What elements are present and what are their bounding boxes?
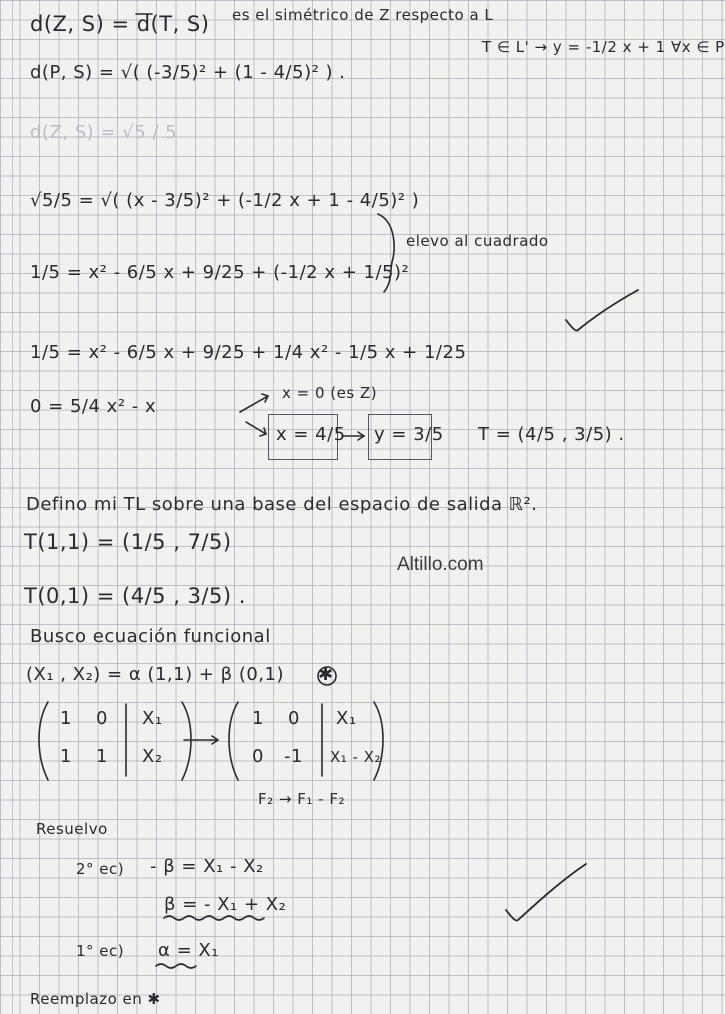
define-tl: Defino mi TL sobre una base del espacio de salida ℝ². <box>26 494 538 515</box>
star-mark: ✱ <box>318 664 334 685</box>
wavy-underline <box>156 964 196 968</box>
reduced-matrix-entry: X₁ - X₂ <box>330 748 382 766</box>
matrix-entry: 1 <box>96 746 108 767</box>
linear-combination: (X₁ , X₂) = α (1,1) + β (0,1) <box>26 664 284 685</box>
check-mark <box>506 864 586 921</box>
distance-z-s: d(Z, S) = √5 / 5 <box>30 122 178 143</box>
resuelvo-heading: Resuelvo <box>36 820 108 838</box>
reduced-matrix-entry: 0 <box>288 708 300 729</box>
y-root: y = 3/5 <box>374 424 444 445</box>
expanded-equation: 1/5 = x² - 6/5 x + 9/25 + 1/4 x² - 1/5 x + 1/25 <box>30 342 467 363</box>
reduced-matrix-entry: 1 <box>252 708 264 729</box>
matrix-entry: 1 <box>60 746 72 767</box>
matrix-bracket <box>229 702 238 780</box>
matrix-bracket <box>374 702 383 780</box>
beta-result: β = - X₁ + X₂ <box>164 894 287 915</box>
check-mark <box>566 290 638 331</box>
x-root: x = 4/5 <box>276 424 346 445</box>
wavy-underline <box>164 916 264 920</box>
symmetry-note: es el simétrico de Z respecto a L <box>232 6 494 24</box>
matrix-entry: 0 <box>96 708 108 729</box>
distance-p-s: d(P, S) = √( (-3/5)² + (1 - 4/5)² ) . <box>30 62 346 83</box>
implies-arrow <box>342 432 364 440</box>
reduced-matrix-entry: 0 <box>252 746 264 767</box>
t-of-0-1: T(0,1) = (4/5 , 3/5) . <box>24 584 246 608</box>
alpha-result: α = X₁ <box>158 940 219 961</box>
t-point: T = (4/5 , 3/5) . <box>478 424 625 445</box>
matrix-bracket <box>182 702 191 780</box>
distance-equation: d(Z, S) = d(T, S) <box>30 12 210 36</box>
matrix-entry: 1 <box>60 708 72 729</box>
row-operation: F₂ → F₁ - F₂ <box>258 790 345 808</box>
quadratic-equation: 0 = 5/4 x² - x <box>30 396 157 417</box>
root-arrow <box>240 394 268 412</box>
reemplazo-note: Reemplazo en ✱ <box>30 990 161 1008</box>
matrix-bracket <box>39 702 48 780</box>
reduced-matrix-entry: -1 <box>284 746 303 767</box>
matrix-entry: X₁ <box>142 708 163 729</box>
star-circle <box>318 667 336 685</box>
matrix-entry: X₂ <box>142 746 163 767</box>
distance-equation-expanded: √5/5 = √( (x - 3/5)² + (-1/2 x + 1 - 4/5)² ) <box>30 190 420 211</box>
line-rule: T ∈ L' → y = -1/2 x + 1 ∀x ∈ P <box>482 38 725 56</box>
first-equation-label: 1° ec) <box>76 942 125 960</box>
root-arrow <box>246 422 266 436</box>
busco-heading: Busco ecuación funcional <box>30 626 271 647</box>
reduced-matrix-entry: X₁ <box>336 708 357 729</box>
t-of-1-1: T(1,1) = (1/5 , 7/5) <box>24 530 232 554</box>
brace <box>378 214 394 292</box>
second-equation: - β = X₁ - X₂ <box>150 856 264 877</box>
squared-equation: 1/5 = x² - 6/5 x + 9/25 + (-1/2 x + 1/5)² <box>30 262 410 283</box>
reduction-arrow <box>184 736 218 744</box>
second-equation-label: 2° ec) <box>76 860 125 878</box>
watermark: Altillo.com <box>397 554 484 575</box>
root-zero: x = 0 (es Z) <box>282 384 378 402</box>
squared-note: elevo al cuadrado <box>406 232 549 250</box>
